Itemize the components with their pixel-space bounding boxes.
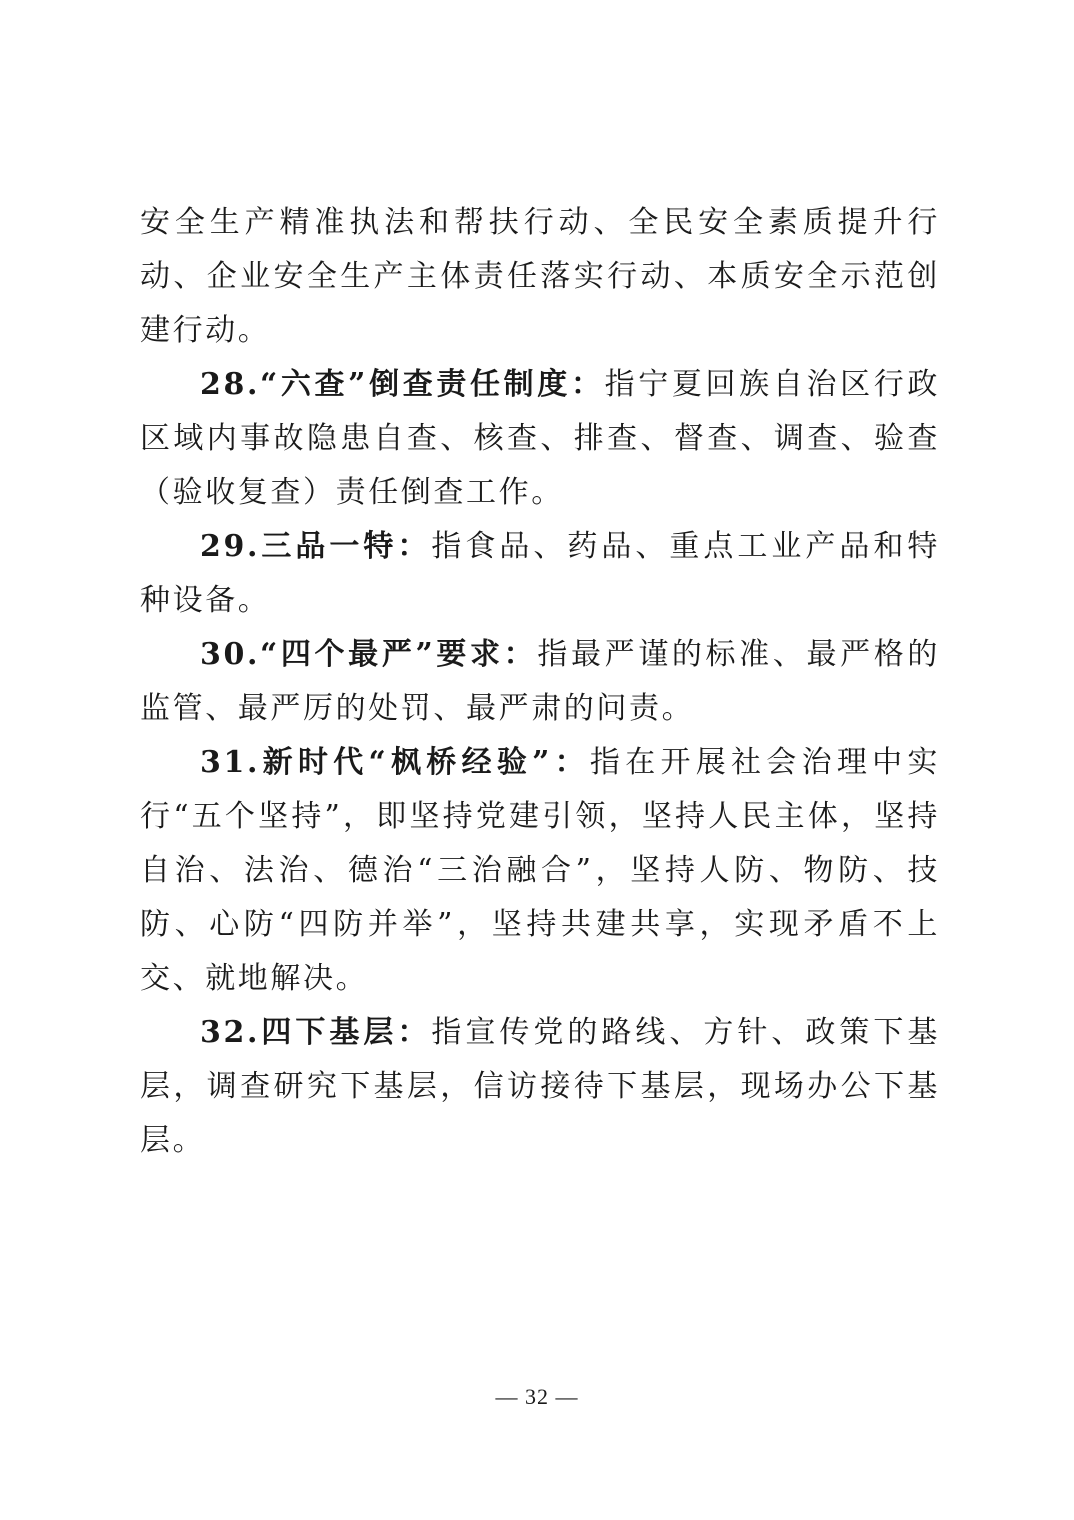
definition-term: 30.“四个最严”要求： — [200, 637, 538, 672]
definition-term: 31.新时代“枫桥经验”： — [200, 745, 590, 780]
definition-term: 29.三品一特： — [200, 529, 432, 564]
definition-term: 28.“六查”倒查责任制度： — [200, 367, 605, 402]
definition-term: 32.四下基层： — [200, 1015, 432, 1050]
definition-item-32 — [140, 1006, 940, 1168]
paragraph-text: 安全生产精准执法和帮扶行动、全民安全素质提升行动、企业安全生产主体责任落实行动、本质安全示范创建行动。 — [140, 205, 940, 348]
definition-text: 指宣传党的路线、方针、政策下基层，调查研究下基层，信访接待下基层，现场办公下基层。 — [140, 1015, 941, 1158]
definition-item-28 — [140, 358, 940, 520]
document-body — [140, 196, 940, 1168]
page-number: — 32 — — [495, 1384, 579, 1409]
definition-item-30 — [140, 628, 940, 736]
paragraph-continuation — [140, 196, 940, 358]
definition-text: 指食品、药品、重点工业产品和特种设备。 — [140, 529, 941, 618]
definition-item-31 — [140, 736, 940, 1006]
definition-item-29 — [140, 520, 940, 628]
definition-text: 指宁夏回族自治区行政区域内事故隐患自查、核查、排查、督查、调查、验查（验收复查）责任倒查工作。 — [140, 367, 940, 510]
definition-text: 指最严谨的标准、最严格的监管、最严厉的处罚、最严肃的问责。 — [140, 637, 941, 726]
definition-text: 指在开展社会治理中实行“五个坚持”，即坚持党建引领，坚持人民主体，坚持自治、法治、德治“三治融合”，坚持人防、物防、技防、心防“四防并举”，坚持共建共享，实现矛盾不上交、就地解决。 — [140, 745, 940, 996]
